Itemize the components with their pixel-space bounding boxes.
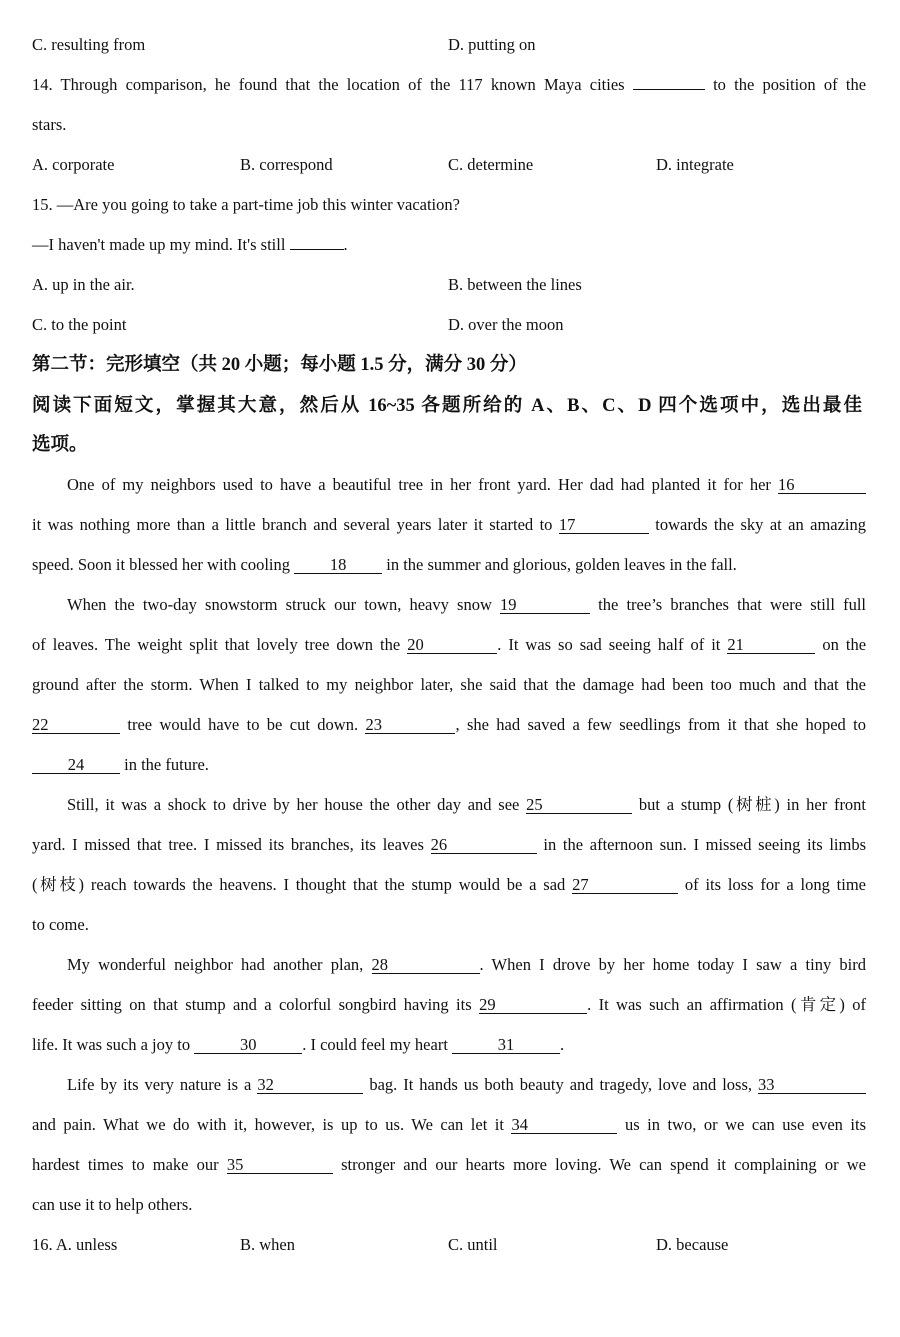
p4-text: . It was such an affirmation (肯定) of [587,995,866,1014]
p1-line3 [32,555,866,575]
blank-28: 28 [372,956,480,974]
p4-text: feeder sitting on that stump and a colorful songbird having its [32,995,472,1014]
q14-stem-after: to the position of the [713,75,867,94]
q15-answer-blank [290,235,344,250]
p3-text: (树枝) reach towards the heavens. I thought that the stump would be a sad [32,875,566,894]
p5-text: bag. It hands us both beauty and tragedy, love and loss, [369,1075,753,1094]
q14-option-b: B. correspond [240,155,333,174]
p4-text: . When I drove by her home today I saw a tiny bird [479,955,866,974]
p4-line2 [32,995,866,1015]
q16-option-a: 16. A. unless [32,1235,118,1254]
q14-option-c: C. determine [448,155,534,174]
q15-option-a: A. up in the air. [32,275,135,294]
section2-instruction-line1: 阅读下面短文，掌握其大意，然后从 16~35 各题所给的 A、B、C、D 四个选项中，选出最佳 [32,396,862,416]
q15-reply [32,235,866,255]
section2-title: 第二节：完形填空（共 20 小题；每小题 1.5 分，满分 30 分） [32,355,527,375]
blank-20: 20 [407,636,497,654]
p3-line4: to come. [32,915,89,934]
p4-text: My wonderful neighbor had another plan, [67,955,364,974]
q16-option-c: C. until [448,1235,498,1254]
p2-text: of leaves. The weight split that lovely tree down the [32,635,401,654]
q15-reply-before: —I haven't made up my mind. It's still [32,235,286,254]
p1-text: towards the sky at an amazing [655,515,867,534]
q15-reply-after: . [343,235,348,254]
blank-17: 17 [559,516,649,534]
p2-line5 [32,755,866,775]
blank-25: 25 [526,796,632,814]
blank-31: 31 [452,1036,560,1054]
p4-line1 [67,955,866,975]
p2-text: tree would have to be cut down. [127,715,359,734]
p4-text: . I could feel my heart [302,1035,448,1054]
p1-text: One of my neighbors used to have a beautiful tree in her front yard. Her dad had planted it for her [67,475,771,494]
blank-18: 18 [294,556,382,574]
blank-35: 35 [227,1156,333,1174]
q14-stem-before: 14. Through comparison, he found that the location of the 117 known Maya cities [32,75,625,94]
q14-option-a: A. corporate [32,155,115,174]
p5-text: us in two, or we can use even its [625,1115,867,1134]
p2-text: in the future. [124,755,209,774]
blank-30: 30 [194,1036,302,1054]
blank-32: 32 [257,1076,363,1094]
p3-line3 [32,875,866,895]
p2-line4 [32,715,866,735]
blank-27: 27 [572,876,678,894]
blank-24: 24 [32,756,120,774]
p5-text: stronger and our hearts more loving. We can spend it complaining or we [341,1155,867,1174]
blank-33: 33 [758,1076,866,1094]
p4-text: life. It was such a joy to [32,1035,191,1054]
p1-text: speed. Soon it blessed her with cooling [32,555,291,574]
p2-text: , she had saved a few seedlings from it that she hoped to [455,715,867,734]
blank-29: 29 [479,996,587,1014]
p3-text: in the afternoon sun. I missed seeing its limbs [543,835,867,854]
p3-line1 [67,795,866,815]
q14-stem [32,75,866,95]
q16-option-b: B. when [240,1235,295,1254]
p3-text: Still, it was a shock to drive by her house the other day and see [67,795,520,814]
p5-text: hardest times to make our [32,1155,219,1174]
blank-34: 34 [511,1116,617,1134]
section2-instruction-line2: 选项。 [32,435,88,455]
p3-line2 [32,835,866,855]
p1-line2 [32,515,866,535]
p3-text: but a stump (树桩) in her front [638,795,867,814]
p2-text: . It was so sad seeing half of it [497,635,721,654]
q14-option-d: D. integrate [656,155,734,174]
blank-22: 22 [32,716,120,734]
p2-text: the tree’s branches that were still full [598,595,867,614]
q13-option-d: D. putting on [448,35,536,54]
blank-16: 16 [778,476,866,494]
p1-text: in the summer and glorious, golden leaves in the fall. [386,555,737,574]
p5-line4: can use it to help others. [32,1195,193,1214]
p3-text: yard. I missed that tree. I missed its branches, its leaves [32,835,424,854]
p4-text: . [560,1035,565,1054]
q14-stem-line2: stars. [32,115,67,134]
p5-text: Life by its very nature is a [67,1075,252,1094]
p2-line3: ground after the storm. When I talked to my neighbor later, she said that the damage had been too much and that the [32,675,866,694]
q15-option-d: D. over the moon [448,315,564,334]
p5-text: and pain. What we do with it, however, is up to us. We can let it [32,1115,504,1134]
p2-line1 [67,595,866,615]
q15-option-c: C. to the point [32,315,127,334]
p1-line1 [67,475,866,495]
p1-text: it was nothing more than a little branch and several years later it started to [32,515,553,534]
p2-line2 [32,635,866,655]
blank-21: 21 [727,636,815,654]
blank-19: 19 [500,596,590,614]
p2-text: on the [822,635,867,654]
blank-26: 26 [431,836,537,854]
q15-option-b: B. between the lines [448,275,582,294]
q15-question: 15. —Are you going to take a part-time job this winter vacation? [32,195,460,214]
p5-line1 [67,1075,866,1095]
p5-line2 [32,1115,866,1135]
p5-line3 [32,1155,866,1175]
blank-23: 23 [365,716,455,734]
q14-answer-blank [633,75,705,90]
p2-text: When the two-day snowstorm struck our town, heavy snow [67,595,492,614]
q13-option-c: C. resulting from [32,35,146,54]
p3-text: of its loss for a long time [684,875,867,894]
q16-option-d: D. because [656,1235,729,1254]
p4-line3 [32,1035,866,1055]
